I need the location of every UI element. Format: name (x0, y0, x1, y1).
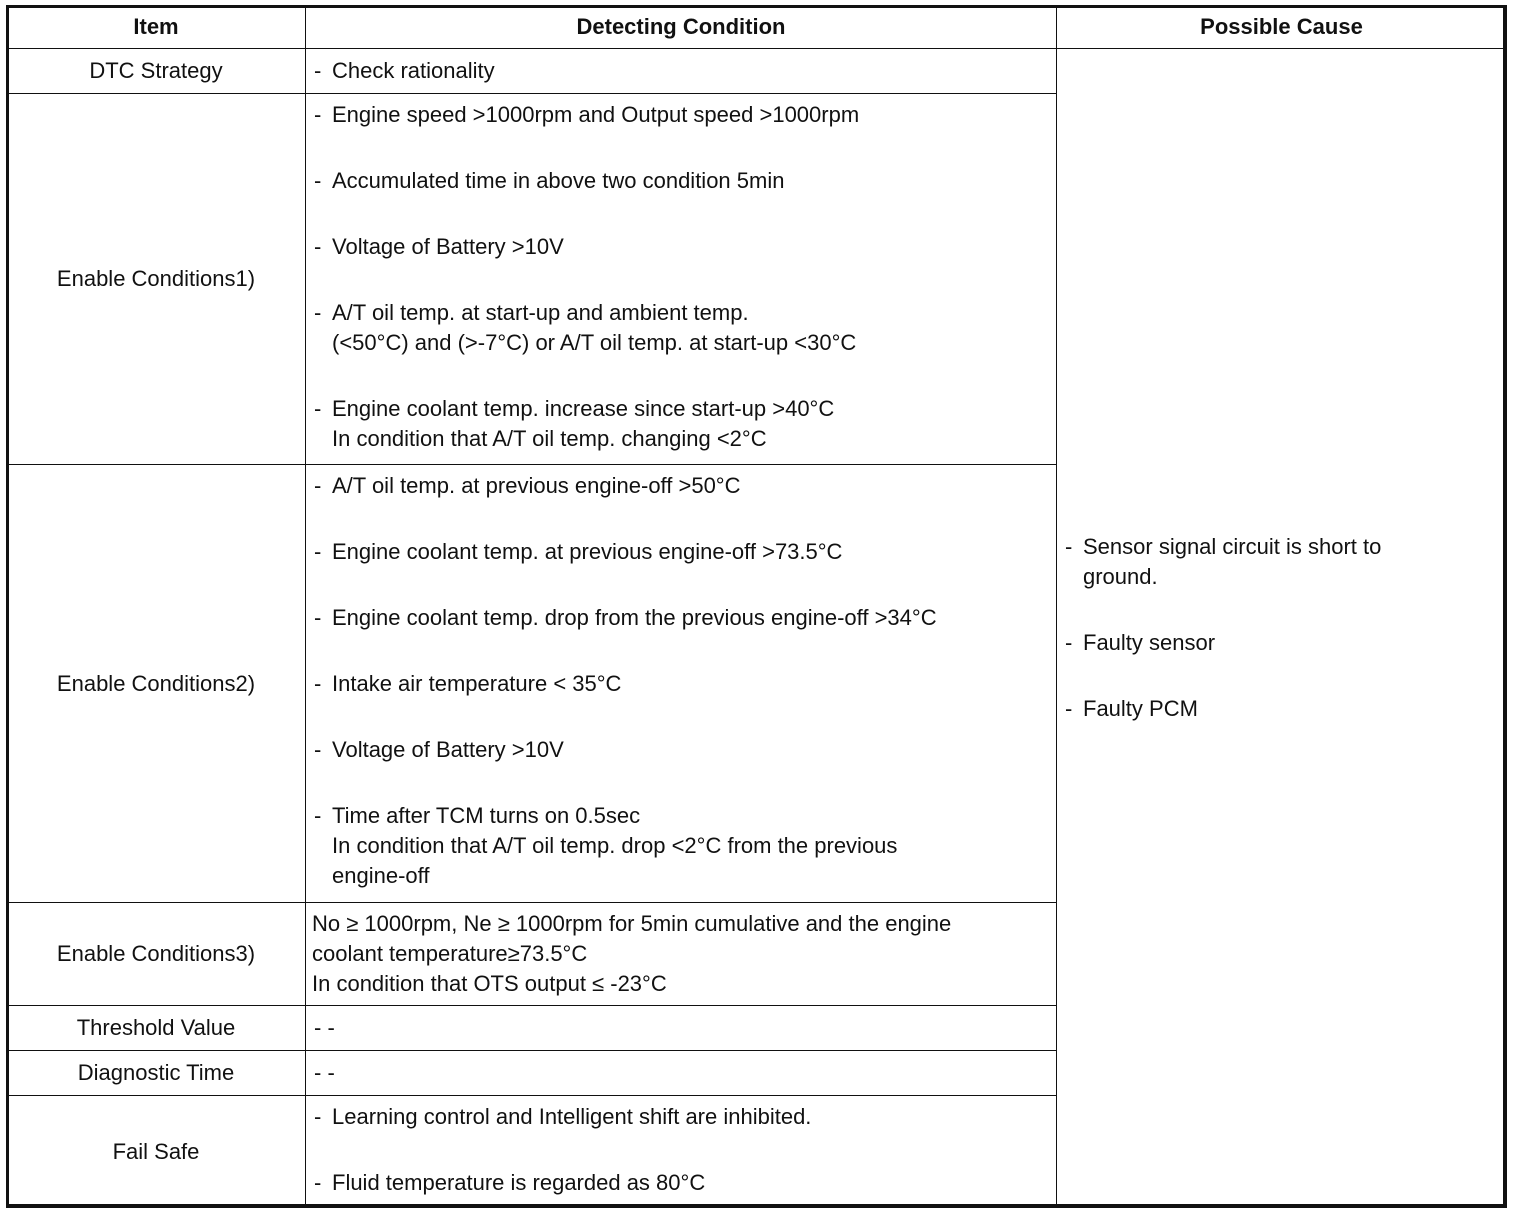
list-item: - Time after TCM turns on 0.5sec In condition that A/T oil temp. drop <2°C from the previous engine-off (314, 801, 1048, 891)
list-item: - Voltage of Battery >10V (314, 232, 1048, 262)
item-enable-conditions-3: Enable Conditions3) (7, 903, 306, 1006)
list-item: - Engine coolant temp. at previous engine-off >73.5°C (314, 537, 1048, 567)
header-detecting-condition: Detecting Condition (306, 6, 1057, 49)
list-item: - Engine coolant temp. drop from the previous engine-off >34°C (314, 603, 1048, 633)
list-item: - A/T oil temp. at previous engine-off >50°C (314, 471, 1048, 501)
list-item: - Faulty sensor (1065, 628, 1498, 658)
condition-text: - - (314, 1060, 335, 1085)
list-item: - A/T oil temp. at start-up and ambient temp. (<50°C) and (>-7°C) or A/T oil temp. at start-up <30°C (314, 298, 1048, 358)
header-possible-cause: Possible Cause (1057, 6, 1507, 49)
list-item: - Faulty PCM (1065, 694, 1498, 724)
item-diagnostic-time: Diagnostic Time (7, 1051, 306, 1096)
table-border (6, 5, 1506, 1207)
list-item: - Voltage of Battery >10V (314, 735, 1048, 765)
list-item: - Fluid temperature is regarded as 80°C (314, 1168, 1048, 1198)
list-item: - Engine speed >1000rpm and Output speed >1000rpm (314, 100, 1048, 130)
item-fail-safe: Fail Safe (7, 1096, 306, 1208)
list-item: - Learning control and Intelligent shift are inhibited. (314, 1102, 1048, 1132)
list-item: - Sensor signal circuit is short to ground. (1065, 532, 1498, 592)
list-item: - Intake air temperature < 35°C (314, 669, 1048, 699)
condition-text: - - (314, 1015, 335, 1040)
header-item: Item (7, 6, 306, 49)
list-item: - Engine coolant temp. increase since start-up >40°C In condition that A/T oil temp. changing <2°C (314, 394, 1048, 454)
item-enable-conditions-1: Enable Conditions1) (7, 94, 306, 465)
item-threshold-value: Threshold Value (7, 1006, 306, 1051)
item-enable-conditions-2: Enable Conditions2) (7, 465, 306, 903)
list-item: - Accumulated time in above two condition 5min (314, 166, 1048, 196)
list-item: - Check rationality (314, 56, 1048, 86)
item-dtc-strategy: DTC Strategy (7, 49, 306, 94)
condition-text: No ≥ 1000rpm, Ne ≥ 1000rpm for 5min cumulative and the engine coolant temperature≥73.5°C In condition that OTS output ≤ -23°C (312, 911, 952, 996)
